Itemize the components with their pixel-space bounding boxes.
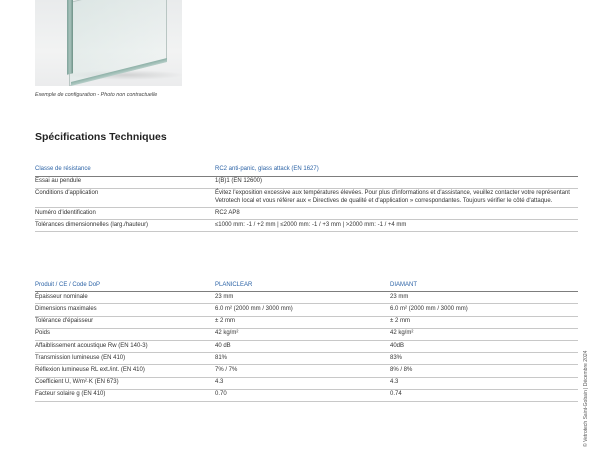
row-label: Coefficient U, W/m²·K (EN 673) — [35, 377, 215, 389]
table-header-row — [35, 165, 578, 176]
row-label: Dimensions maximales — [35, 304, 215, 316]
row-value-planiclear: 6.0 m² (2000 mm / 3000 mm) — [215, 304, 390, 316]
table-row — [35, 208, 578, 220]
row-label: Facteur solaire g (EN 410) — [35, 389, 215, 401]
row-value-planiclear: 81% — [215, 353, 390, 365]
header-col-planiclear: PLANICLEAR — [215, 280, 390, 292]
row-value-planiclear: ± 2 mm — [215, 316, 390, 328]
row-value-diamant: ± 2 mm — [390, 316, 578, 328]
row-value-diamant: 4.3 — [390, 377, 578, 389]
row-label: Conditions d'application — [35, 188, 215, 207]
product-table — [35, 280, 578, 402]
table-row — [35, 176, 578, 188]
row-label: Épaisseur nominale — [35, 292, 215, 304]
row-value: Évitez l'exposition excessive aux températures élevées. Pour plus d'informations et d'assistance, veuillez contacter votre représentant Vetrotech local et vous référer aux « Directives de qualité et d'application » correspondantes. Toujours vérifier le côté d'attaque. — [215, 188, 578, 207]
row-value-planiclear: 7% / 7% — [215, 365, 390, 377]
row-value-planiclear: 42 kg/m² — [215, 328, 390, 340]
row-value: ≤1000 mm: -1 / +2 mm | ≤2000 mm: -1 / +3 mm | >2000 mm: -1 / +4 mm — [215, 220, 578, 232]
table-row — [35, 365, 578, 377]
row-label: Tolérances dimensionnelles (larg./hauteur) — [35, 220, 215, 232]
section-title: Spécifications Techniques — [35, 131, 167, 143]
row-label: Poids — [35, 328, 215, 340]
row-value: 1(B)1 (EN 12600) — [215, 176, 578, 188]
row-value-diamant: 23 mm — [390, 292, 578, 304]
table-row — [35, 353, 578, 365]
photo-caption: Exemple de configuration - Photo non contractuelle — [35, 92, 158, 98]
row-label: Numéro d'identification — [35, 208, 215, 220]
row-value-diamant: 0.74 — [390, 389, 578, 401]
row-value-planiclear: 23 mm — [215, 292, 390, 304]
row-value-diamant: 83% — [390, 353, 578, 365]
table-row — [35, 188, 578, 207]
row-label: Tolérance d'épaisseur — [35, 316, 215, 328]
header-label: Produit / CE / Code DoP — [35, 280, 215, 292]
header-label: Classe de résistance — [35, 165, 215, 176]
row-value-diamant: 8% / 8% — [390, 365, 578, 377]
row-value: RC2 AP8 — [215, 208, 578, 220]
copyright-sidebar: © Vetrotech Saint-Gobain | Décembre 2024 — [583, 350, 589, 447]
row-value-diamant: 42 kg/m² — [390, 328, 578, 340]
product-photo — [35, 0, 182, 86]
row-label: Affaiblissement acoustique Rw (EN 140-3) — [35, 341, 215, 353]
table-row — [35, 292, 578, 304]
row-value-planiclear: 40 dB — [215, 341, 390, 353]
row-value-planiclear: 4.3 — [215, 377, 390, 389]
glass-edge — [67, 0, 73, 75]
table-header-row — [35, 280, 578, 292]
table-row — [35, 220, 578, 232]
header-value: RC2 anti-panic, glass attack (EN 1627) — [215, 165, 578, 176]
row-label: Transmission lumineuse (EN 410) — [35, 353, 215, 365]
table-row — [35, 389, 578, 401]
table-row — [35, 328, 578, 340]
table-row — [35, 377, 578, 389]
header-col-diamant: DIAMANT — [390, 280, 578, 292]
table-row — [35, 341, 578, 353]
row-value-diamant: 6.0 m² (2000 mm / 3000 mm) — [390, 304, 578, 316]
table-row — [35, 304, 578, 316]
row-label: Réflexion lumineuse RL ext./int. (EN 410) — [35, 365, 215, 377]
resistance-table — [35, 165, 578, 232]
table-row — [35, 316, 578, 328]
row-value-planiclear: 0.70 — [215, 389, 390, 401]
row-label: Essai au pendule — [35, 176, 215, 188]
row-value-diamant: 40dB — [390, 341, 578, 353]
